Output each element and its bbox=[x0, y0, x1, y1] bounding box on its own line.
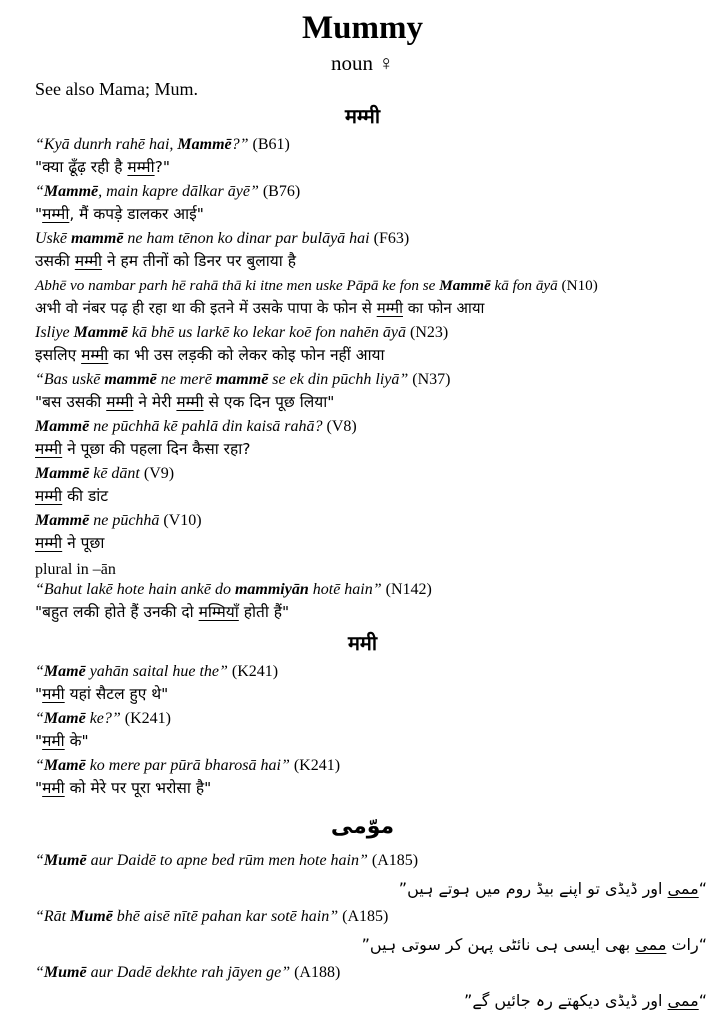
transliteration-line: “Mamē ke?” (K241) bbox=[35, 710, 172, 727]
devanagari-line: मम्मी की डांट bbox=[35, 487, 109, 505]
devanagari-line: मम्मी ने पूछा की पहला दिन कैसा रहा? bbox=[35, 440, 251, 458]
transliteration-line: Mammē kē dānt (V9) bbox=[35, 465, 175, 482]
transliteration-line: Uskē mammē ne ham tēnon ko dinar par bulāyā hai (F63) bbox=[35, 230, 410, 247]
devanagari-line: "मम्मी, मैं कपड़े डालकर आई" bbox=[35, 205, 204, 223]
devanagari-line: "ममी यहां सैटल हुए थे" bbox=[35, 685, 169, 703]
urdu-line: “ممی اور ڈیڈی تو اپنے بیڈ روم میں ہوتے ہیں” bbox=[398, 879, 707, 898]
transliteration-line: “Mamē ko mere par pūrā bharosā hai” (K241) bbox=[35, 757, 341, 774]
devanagari-line: मम्मी ने पूछा bbox=[35, 534, 105, 552]
headword: Mummy bbox=[302, 10, 423, 46]
urdu-line: “رات ممی بھی ایسی ہی نائٹی پہن کر سوتی ہیں” bbox=[361, 935, 707, 954]
transliteration-line: “Mamē yahān saital hue the” (K241) bbox=[35, 663, 279, 680]
devanagari-line: "बहुत लकी होते हैं उनकी दो मम्मियाँ होती हैं" bbox=[35, 603, 290, 621]
transliteration-line: Abhē vo nambar parh hē rahā thā ki itne men uske Pāpā ke fon se Mammē kā fon āyā (N10) bbox=[35, 277, 598, 294]
transliteration-line: “Mammē, main kapre dālkar āyē” (B76) bbox=[35, 183, 301, 200]
transliteration-line: “Mumē aur Daidē to apne bed rūm men hote hain” (A185) bbox=[35, 852, 419, 869]
transliteration-line: Mammē ne pūchhā kē pahlā din kaisā rahā? (V8) bbox=[35, 418, 357, 435]
transliteration-line: Isliye Mammē kā bhē us larkē ko lekar koē fon nahēn āyā (N23) bbox=[35, 324, 449, 341]
devanagari-line: इसलिए मम्मी का भी उस लड़की को लेकर कोइ फोन नहीं आया bbox=[35, 346, 385, 364]
see-also: See also Mama; Mum. bbox=[35, 79, 198, 99]
transliteration-line: “Bahut lakē hote hain ankē do mammiyān hotē hain” (N142) bbox=[35, 581, 432, 598]
section-heading-mami: ममी bbox=[347, 631, 378, 655]
part-of-speech: noun ♀ bbox=[331, 51, 394, 75]
plural-note: plural in –ān bbox=[35, 561, 116, 578]
transliteration-line: “Rāt Mumē bhē aisē nītē pahan kar sotē hain” (A185) bbox=[35, 908, 389, 925]
devanagari-line: "बस उसकी मम्मी ने मेरी मम्मी से एक दिन पूछ लिया" bbox=[35, 393, 335, 411]
devanagari-line: अभी वो नंबर पढ़ ही रहा था की इतने में उसके पापा के फोन से मम्मी का फोन आया bbox=[35, 299, 485, 317]
transliteration-line: Mammē ne pūchhā (V10) bbox=[35, 512, 202, 529]
urdu-line: “ممی اور ڈیڈی دیکھتے رہ جائیں گے” bbox=[464, 991, 707, 1010]
devanagari-line: "क्या ढूँढ़ रही है मम्मी?" bbox=[35, 158, 170, 176]
devanagari-line: "ममी को मेरे पर पूरा भरोसा है" bbox=[35, 779, 212, 797]
transliteration-line: “Bas uskē mammē ne merē mammē se ek din pūchh liyā” (N37) bbox=[35, 371, 451, 388]
section-heading-urdu: موّمی bbox=[330, 814, 395, 839]
devanagari-line: उसकी मम्मी ने हम तीनों को डिनर पर बुलाया है bbox=[35, 252, 296, 270]
transliteration-line: “Mumē aur Dadē dekhte rah jāyen ge” (A188) bbox=[35, 964, 341, 981]
section-heading-mammi: मम्मी bbox=[344, 104, 381, 128]
devanagari-line: "ममी के" bbox=[35, 732, 89, 750]
transliteration-line: “Kyā dunrh rahē hai, Mammē?” (B61) bbox=[35, 136, 290, 153]
